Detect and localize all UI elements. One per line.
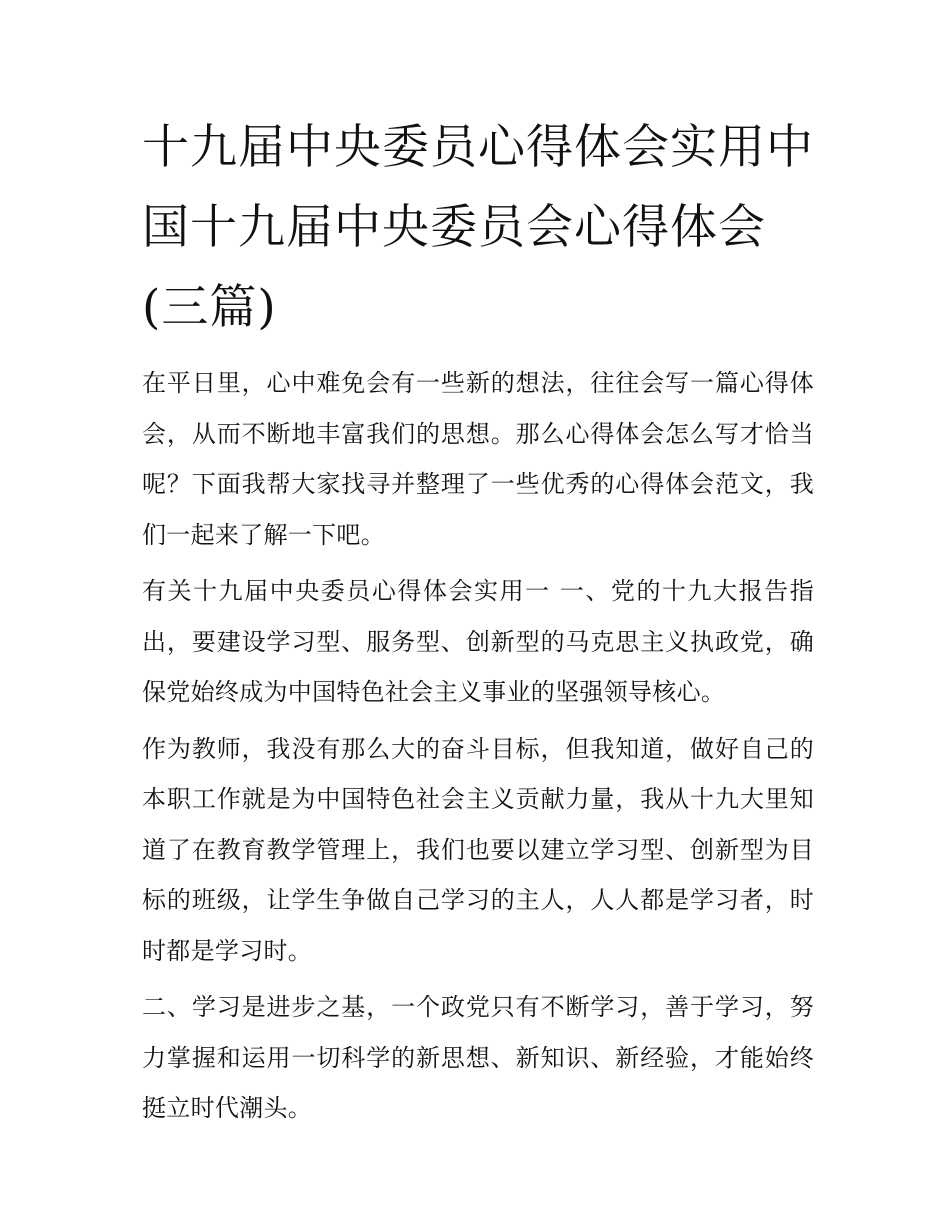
document-title: 十九届中央委员心得体会实用中国十九届中央委员会心得体会(三篇) <box>142 120 814 335</box>
document-body <box>142 108 814 1140</box>
paragraph-section-two: 二、学习是进步之基，一个政党只有不断学习，善于学习，努力掌握和运用一切科学的新思想、新知识、新经验，才能始终挺立时代潮头。 <box>142 993 814 1122</box>
paragraph-teacher: 作为教师，我没有那么大的奋斗目标，但我知道，做好自己的本职工作就是为中国特色社会主义贡献力量，我从十九大里知道了在教育教学管理上，我们也要以建立学习型、创新型为目标的班级，让学生争做自己学习的主人，人人都是学习者，时时都是学习时。 <box>142 734 814 965</box>
paragraph-section-one: 有关十九届中央委员心得体会实用一 一、党的十九大报告指出，要建设学习型、服务型、创新型的马克思主义执政党，确保党始终成为中国特色社会主义事业的坚强领导核心。 <box>142 577 814 706</box>
paragraph-intro: 在平日里，心中难免会有一些新的想法，往往会写一篇心得体会，从而不断地丰富我们的思想。那么心得体会怎么写才恰当呢？下面我帮大家找寻并整理了一些优秀的心得体会范文，我们一起来了解一下吧。 <box>142 369 814 549</box>
